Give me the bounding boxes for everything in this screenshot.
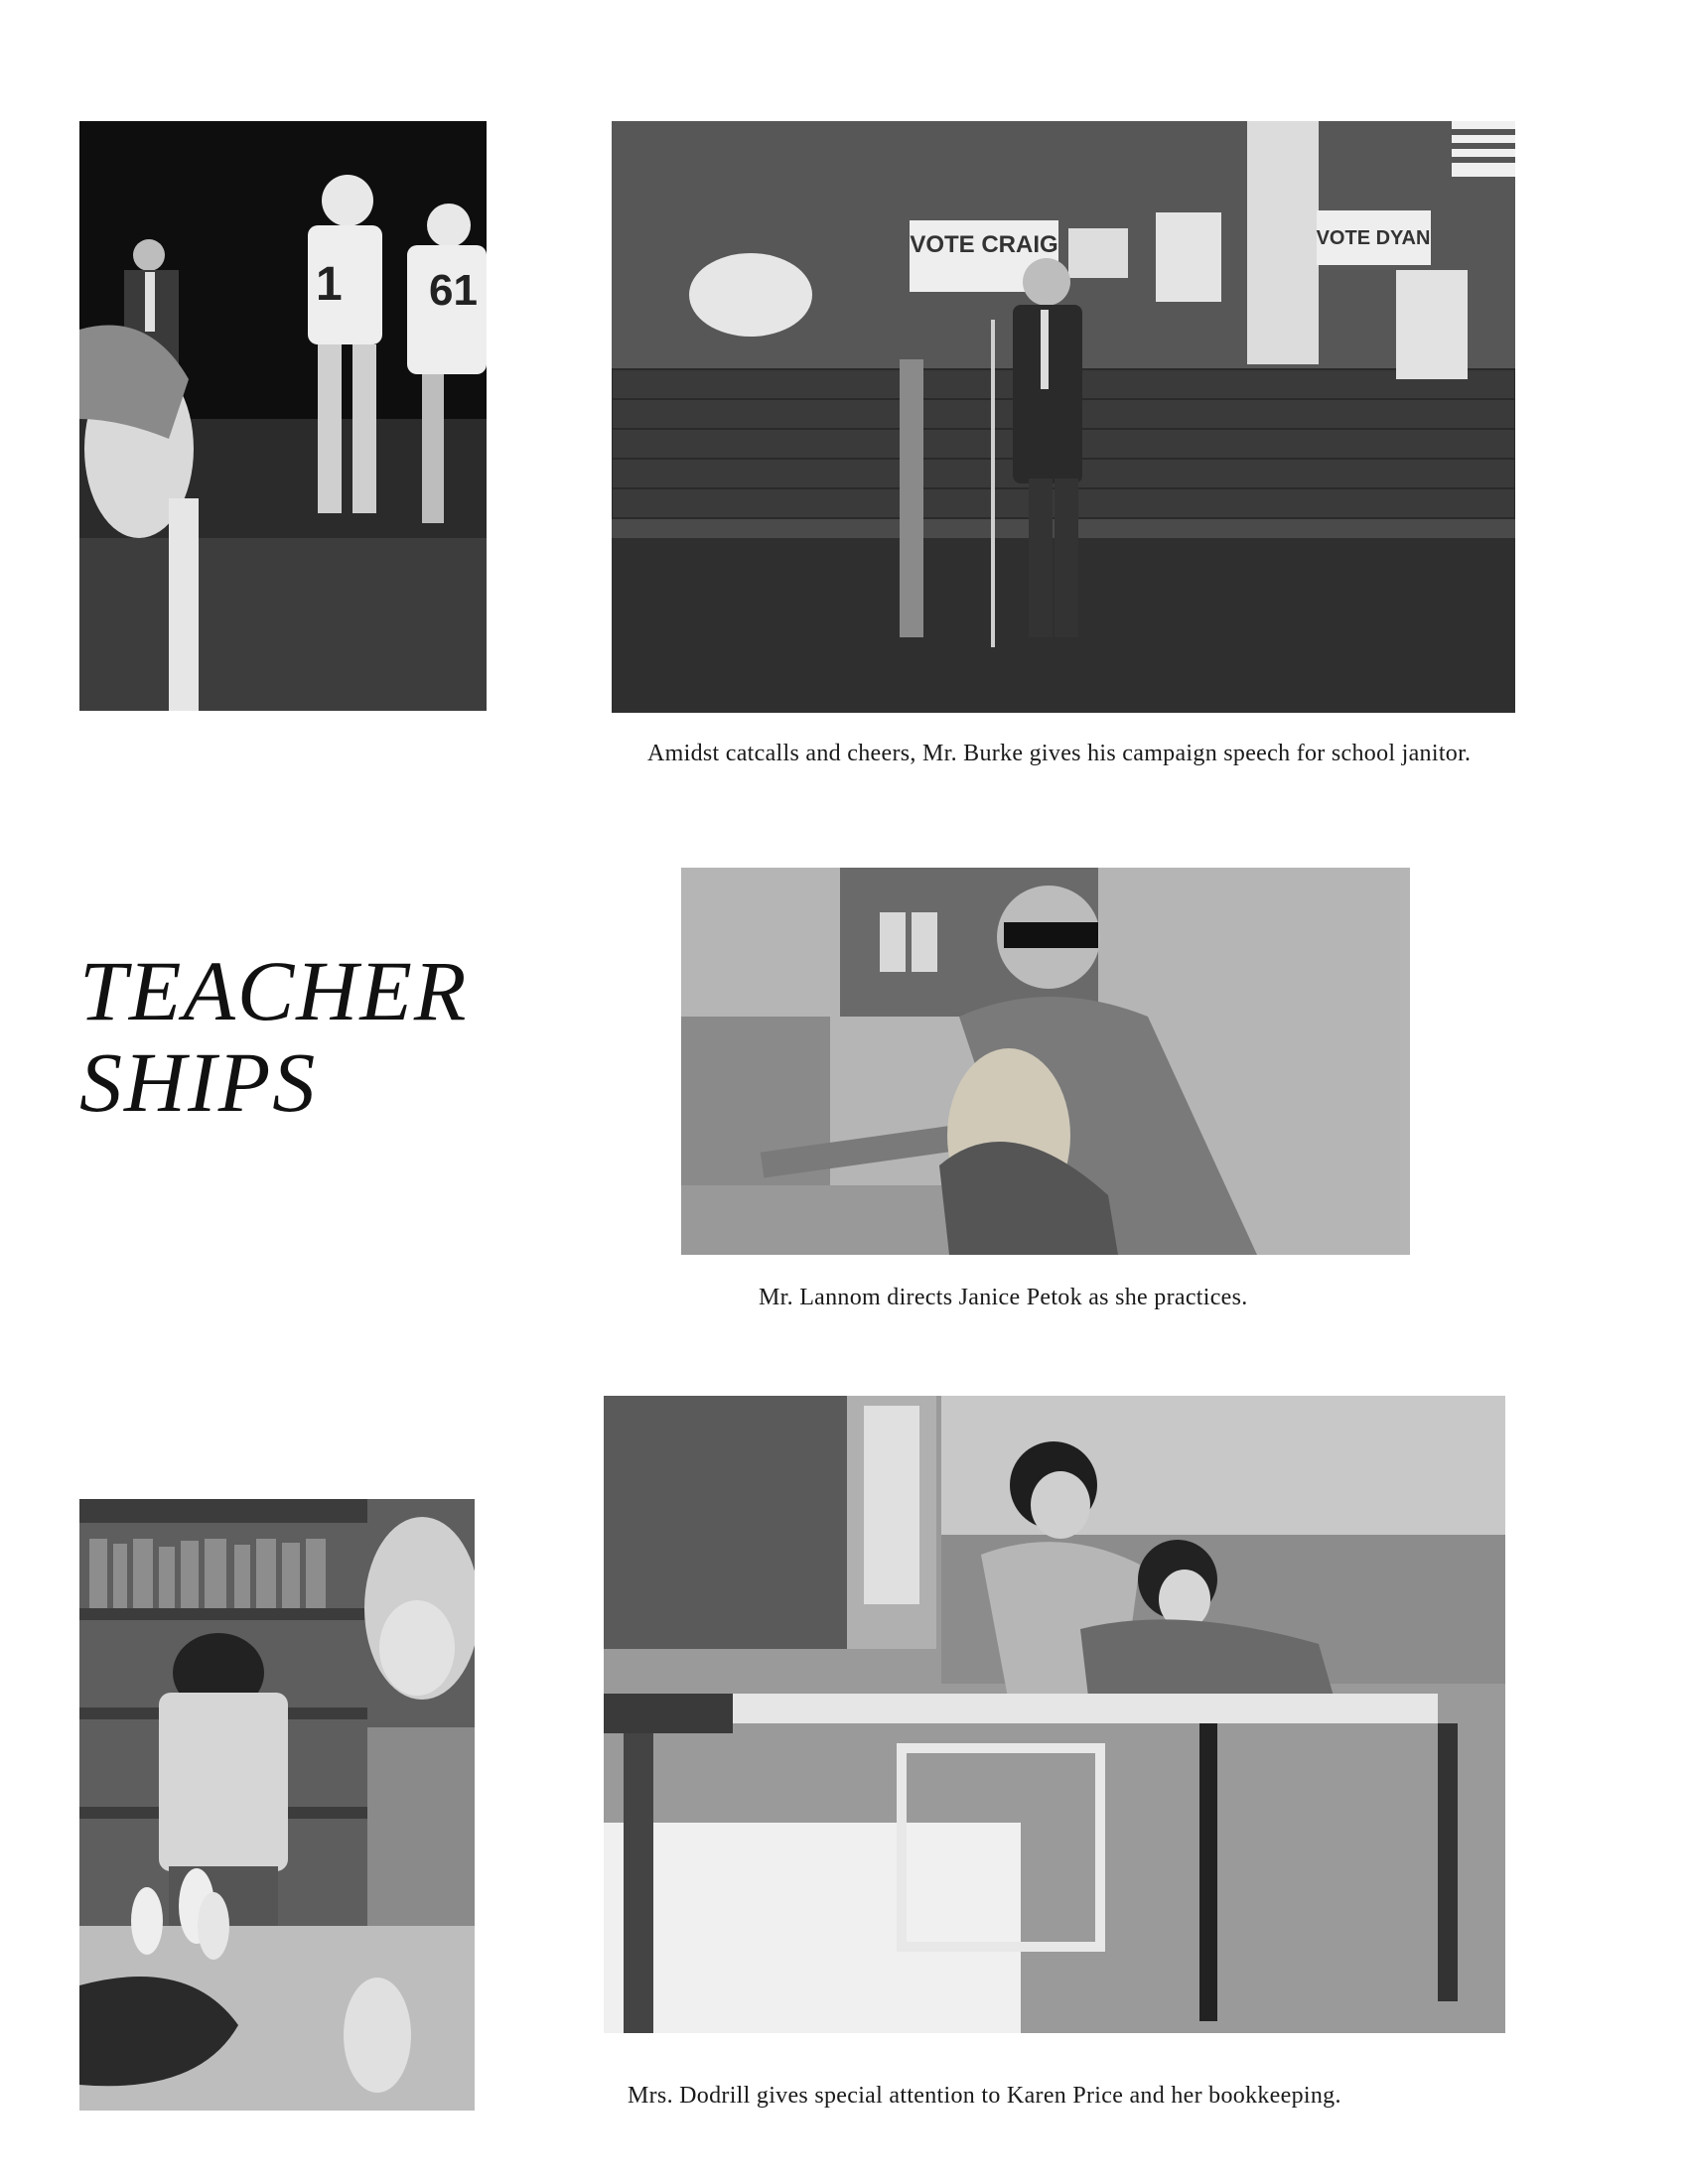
page-title-line-1: TEACHER [79,943,469,1038]
caption-campaign-speech: Amidst catcalls and cheers, Mr. Burke gives his campaign speech for school janitor. [647,741,1472,766]
sign-vote-craig: VOTE CRAIG [910,231,1058,258]
jersey-number-61: 61 [429,266,478,315]
gym-scene [612,121,1515,713]
photo-art-practice [681,868,1410,1255]
football-scene [79,121,487,711]
sign-vote-dyan: VOTE DYAN [1316,227,1431,249]
library-scene [79,1499,475,2111]
classroom-scene [604,1396,1505,2033]
caption-art-practice: Mr. Lannom directs Janice Petok as she practices. [759,1285,1248,1310]
page-title [79,945,468,1128]
jersey-number-1: 1 [316,258,343,311]
page-title-line-2: SHIPS [79,1034,318,1130]
art-room-scene [681,868,1410,1255]
caption-bookkeeping-class: Mrs. Dodrill gives special attention to Karen Price and her bookkeeping. [628,2083,1341,2109]
photo-bookkeeping-class [604,1396,1505,2033]
photo-football-game [79,121,487,711]
photo-campaign-speech [612,121,1515,713]
photo-library-crafts [79,1499,475,2111]
flag-icon [1452,121,1515,177]
